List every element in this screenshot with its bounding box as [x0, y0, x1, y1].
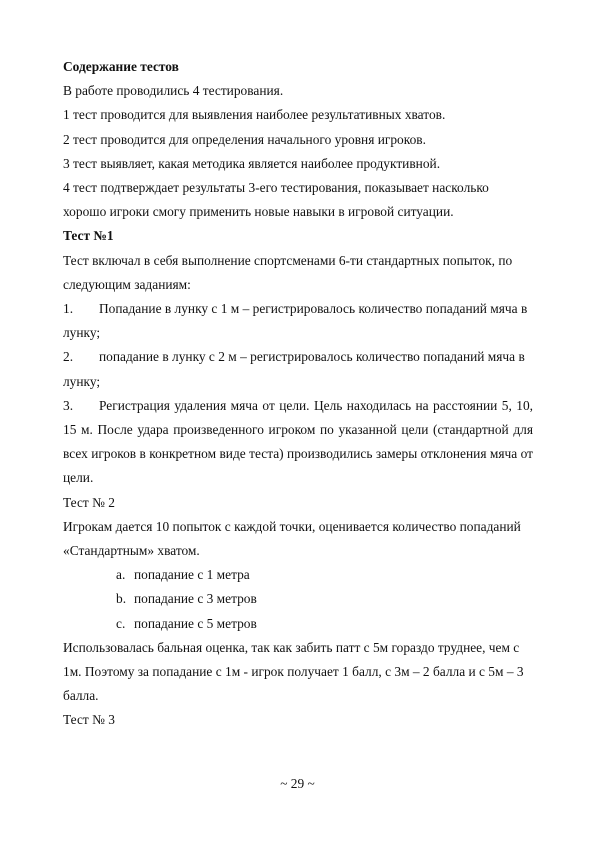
- test2-title: Тест № 2: [63, 494, 115, 510]
- list-marker: c.: [116, 615, 126, 631]
- test1-title: Тест №1: [63, 228, 114, 244]
- test2-list-item: [63, 563, 533, 587]
- intro-paragraph-4: 3 тест выявляет, какая методика является наиболее продуктивной.: [63, 155, 441, 171]
- list-item-text: попадание с 5 метров: [134, 615, 257, 631]
- list-marker: b.: [116, 591, 127, 607]
- test2-list-item: [63, 587, 533, 611]
- intro-paragraph-2: 1 тест проводится для выявления наиболее результативных хватов.: [63, 107, 446, 123]
- test2-description: Игрокам дается 10 попыток с каждой точки, оценивается количество попаданий «Стандартным» хватом.: [63, 518, 521, 559]
- list-item-text: Попадание в лунку с 1 м – регистрировалось количество попаданий мяча в лунку;: [63, 301, 528, 341]
- page-number: ~ 29 ~: [280, 776, 315, 791]
- list-item-text: попадание с 1 метра: [134, 567, 250, 583]
- test1-list-item: [63, 345, 533, 393]
- intro-paragraph-5: 4 тест подтверждает результаты 3-его тестирования, показывает насколько хорошо игроки смогу применить новые навыки в игровой ситуации.: [63, 180, 489, 220]
- test2-scoring: Использовалась бальная оценка, так как забить патт с 5м гораздо труднее, чем с 1м. Поэтому за попадание с 1м - игрок получает 1 балл, с 3м – 2 балла и с 5м – 3 балла.: [63, 639, 524, 704]
- test1-list-item: [63, 394, 533, 491]
- list-item-text: попадание с 3 метров: [134, 591, 257, 607]
- section-heading: Содержание тестов: [63, 59, 179, 74]
- test1-description: Тест включал в себя выполнение спортсменами 6-ти стандартных попыток, по следующим заданиям:: [63, 252, 513, 292]
- list-marker: 1.: [63, 301, 74, 317]
- list-marker: a.: [116, 567, 126, 583]
- list-item-text: Регистрация удаления мяча от цели. Цель находилась на расстоянии 5, 10, 15 м. После удара произведенного игроком по указанной цели (стандартной для всех игроков в конкретном виде теста) производились замеры отклонения мяча от цели.: [63, 397, 533, 486]
- intro-paragraph-1: В работе проводились 4 тестирования.: [63, 83, 284, 99]
- list-item-text: попадание в лунку с 2 м – регистрировалось количество попаданий мяча в лунку;: [63, 349, 525, 389]
- test1-list-item: [63, 297, 533, 345]
- test3-title: Тест № 3: [63, 712, 115, 728]
- list-marker: 3.: [63, 397, 74, 413]
- test2-list-item: [63, 612, 533, 636]
- list-marker: 2.: [63, 349, 74, 365]
- intro-paragraph-3: 2 тест проводится для определения начального уровня игроков.: [63, 131, 426, 147]
- page-content: [63, 55, 533, 733]
